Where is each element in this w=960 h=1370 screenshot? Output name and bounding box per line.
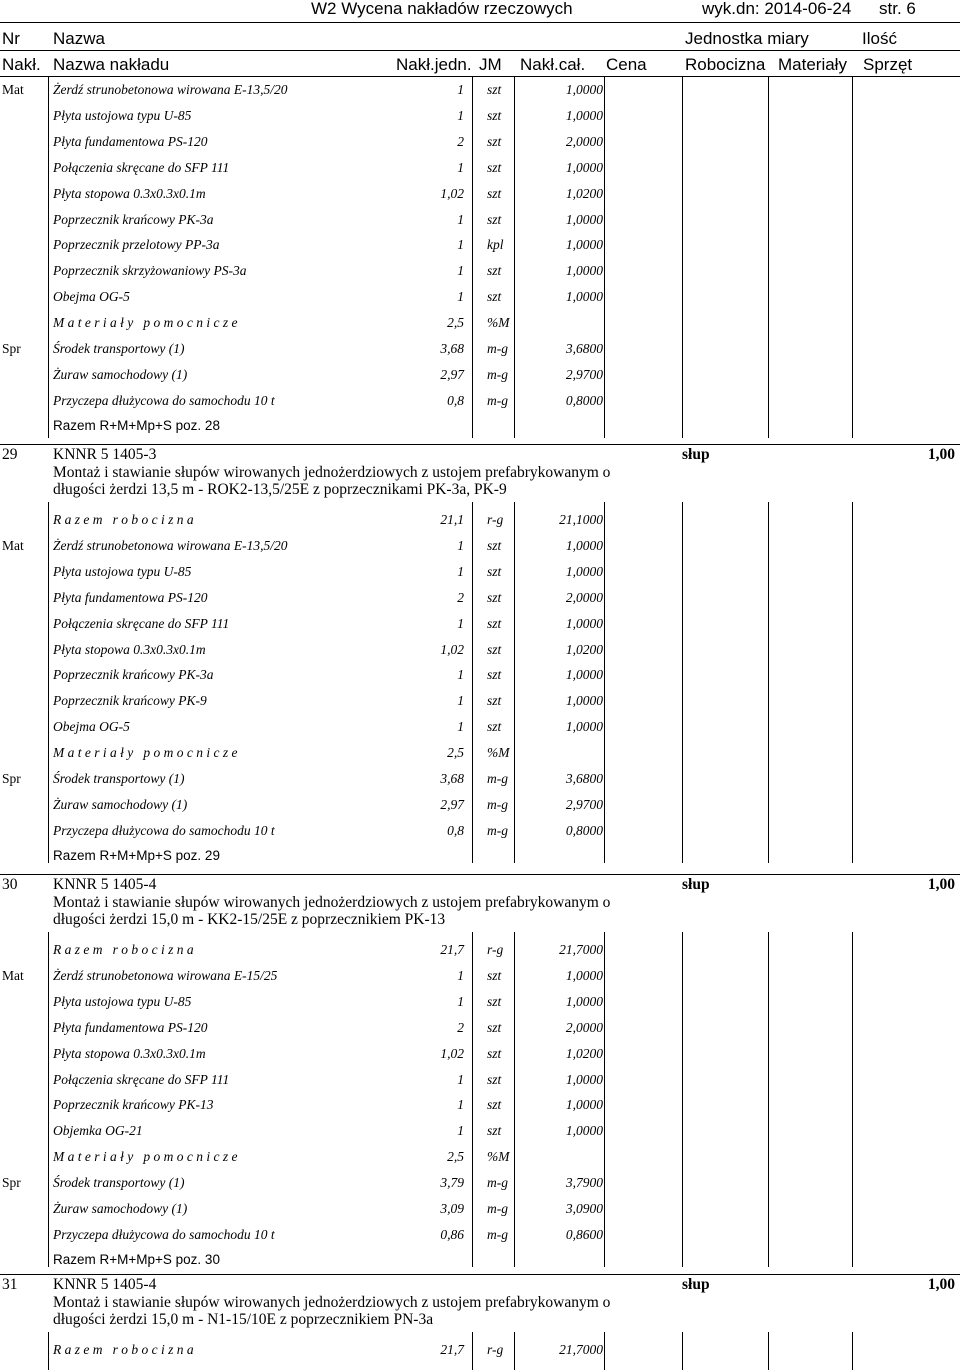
position-description-line2: długości żerdzi 13,5 m - ROK2-13,5/25E z poprzecznikami PK-3a, PK-9 (53, 481, 507, 498)
unit-of-measure: szt (487, 263, 502, 279)
position-number: 31 (2, 1276, 18, 1293)
column-rule (768, 77, 769, 438)
position-unit: słup (682, 446, 710, 463)
total-quantity: 3,6800 (565, 771, 603, 786)
unit-of-measure: szt (487, 1123, 502, 1139)
total-quantity: 1,0000 (565, 615, 603, 631)
column-rule (514, 502, 515, 863)
unit-quantity: 1 (457, 693, 464, 709)
resource-name: Płyta ustojowa typu U-85 (53, 993, 192, 1009)
column-rule (682, 1332, 683, 1370)
column-rule (472, 1332, 473, 1370)
unit-quantity: 2,5 (447, 315, 464, 331)
unit-quantity: 1 (457, 211, 464, 227)
unit-of-measure: szt (487, 107, 502, 123)
column-rule (852, 1332, 853, 1370)
col-materialy: Materiały (778, 55, 847, 74)
position-unit: słup (682, 1276, 710, 1293)
unit-of-measure: szt (487, 185, 502, 201)
position-number: 30 (2, 876, 18, 893)
resource-name: Płyta ustojowa typu U-85 (53, 563, 192, 579)
column-rule (514, 1332, 515, 1370)
unit-of-measure: szt (487, 289, 502, 305)
unit-of-measure: r-g (487, 512, 504, 527)
unit-of-measure: szt (487, 82, 502, 97)
total-quantity: 1,0000 (565, 159, 603, 175)
resource-name: Poprzecznik skrzyżowaniowy PS-3a (53, 263, 247, 279)
total-quantity: 2,9700 (565, 796, 603, 812)
resource-name: Poprzecznik przelotowy PP-3a (53, 237, 220, 253)
column-rule (852, 502, 853, 863)
col-nazwa: Nazwa (53, 29, 105, 48)
total-quantity: 1,0200 (565, 641, 603, 657)
position-code: KNNR 5 1405-4 (53, 1276, 157, 1293)
resource-name: Obejma OG-5 (53, 719, 130, 735)
unit-quantity: 1 (457, 237, 464, 253)
column-rule (472, 502, 473, 863)
unit-of-measure: m-g (487, 1175, 508, 1191)
unit-quantity: 2 (457, 1019, 464, 1035)
total-quantity: 1,0000 (565, 1123, 603, 1139)
unit-of-measure: szt (487, 1071, 502, 1087)
total-quantity: 3,6800 (565, 341, 603, 356)
resource-name: Poprzecznik krańcowy PK-3a (53, 667, 214, 683)
unit-of-measure: szt (487, 719, 502, 735)
total-quantity: 1,0000 (565, 667, 603, 683)
auxiliary-materials-label: M a t e r i a ł y p o m o c n i c z e (53, 1149, 238, 1165)
unit-quantity: 1 (457, 159, 464, 175)
column-rule (604, 502, 605, 863)
total-quantity: 2,0000 (565, 589, 603, 605)
total-quantity: 2,0000 (565, 1019, 603, 1035)
total-quantity: 0,8600 (565, 1226, 603, 1242)
unit-of-measure: szt (487, 667, 502, 683)
position-description-line1: Montaż i stawianie słupów wirowanych jednożerdziowych z ustojem prefabrykowanym o (53, 1294, 611, 1311)
column-rule (604, 932, 605, 1267)
resource-name: Żuraw samochodowy (1) (53, 1201, 188, 1216)
column-rule (682, 932, 683, 1267)
resource-name: R a z e m r o b o c i z n a (53, 1342, 194, 1357)
unit-quantity: 1 (457, 1097, 464, 1113)
col-sprzet: Sprzęt (863, 55, 913, 74)
col-nr: Nr (2, 29, 20, 48)
total-quantity: 1,0000 (565, 237, 603, 253)
unit-quantity: 21,7 (440, 1342, 464, 1357)
col-nakl-cal: Nakł.cał. (520, 55, 586, 74)
row-rule (0, 444, 960, 445)
page-number: str. 6 (879, 0, 916, 18)
resource-category: Spr (2, 771, 21, 786)
total-quantity: 1,0000 (565, 1071, 603, 1087)
unit-quantity: 2,97 (440, 366, 464, 382)
header-rule-mid (0, 50, 960, 51)
unit-quantity: 2 (457, 133, 464, 149)
resource-name: Środek transportowy (1) (53, 1175, 185, 1191)
unit-quantity: 1,02 (440, 185, 464, 201)
col-nakl: Nakł. (2, 55, 41, 74)
unit-of-measure: m-g (487, 1201, 508, 1216)
total-quantity: 1,0000 (565, 82, 603, 97)
total-quantity: 21,7000 (559, 942, 603, 957)
column-rule (852, 932, 853, 1267)
unit-quantity: 1 (457, 1123, 464, 1139)
position-description-line1: Montaż i stawianie słupów wirowanych jednożerdziowych z ustojem prefabrykowanym o (53, 894, 611, 911)
resource-name: Przyczepa dłużycowa do samochodu 10 t (53, 392, 275, 408)
resource-name: Płyta stopowa 0.3x0.3x0.1m (53, 185, 206, 201)
resource-name: Płyta stopowa 0.3x0.3x0.1m (53, 641, 206, 657)
col-robocizna: Robocizna (685, 55, 766, 74)
position-description-line1: Montaż i stawianie słupów wirowanych jednożerdziowych z ustojem prefabrykowanym o (53, 464, 611, 481)
unit-quantity: 3,68 (440, 341, 464, 356)
resource-category: Spr (2, 341, 21, 356)
resource-name: Połączenia skręcane do SFP 111 (53, 1071, 230, 1087)
total-quantity: 1,0000 (565, 289, 603, 305)
auxiliary-materials-label: M a t e r i a ł y p o m o c n i c z e (53, 315, 238, 331)
unit-of-measure: szt (487, 159, 502, 175)
position-total-label: Razem R+M+Mp+S poz. 28 (53, 417, 220, 433)
column-rule (852, 77, 853, 438)
position-total-label: Razem R+M+Mp+S poz. 29 (53, 847, 220, 863)
resource-name: Płyta stopowa 0.3x0.3x0.1m (53, 1045, 206, 1061)
col-ilosc: Ilość (862, 29, 897, 48)
unit-of-measure: m-g (487, 822, 508, 838)
unit-quantity: 3,09 (440, 1201, 464, 1216)
unit-of-measure: szt (487, 993, 502, 1009)
unit-of-measure: %M (487, 1149, 510, 1165)
column-rule (48, 502, 49, 863)
unit-of-measure: szt (487, 967, 502, 983)
resource-category: Mat (2, 537, 24, 553)
unit-of-measure: szt (487, 1097, 502, 1113)
resource-category: Mat (2, 967, 24, 983)
header-rule-top (0, 22, 960, 23)
position-quantity: 1,00 (927, 1276, 955, 1293)
unit-of-measure: r-g (487, 1342, 504, 1357)
resource-category: Mat (2, 82, 24, 97)
unit-quantity: 1 (457, 967, 464, 983)
unit-of-measure: szt (487, 589, 502, 605)
auxiliary-materials-label: M a t e r i a ł y p o m o c n i c z e (53, 745, 238, 761)
column-rule (48, 932, 49, 1267)
total-quantity: 1,0000 (565, 107, 603, 123)
resource-name: Środek transportowy (1) (53, 771, 185, 786)
resource-name: Obejma OG-5 (53, 289, 130, 305)
total-quantity: 3,7900 (565, 1175, 603, 1191)
resource-name: Płyta ustojowa typu U-85 (53, 107, 192, 123)
total-quantity: 1,0200 (565, 1045, 603, 1061)
col-cena: Cena (606, 55, 647, 74)
total-quantity: 2,9700 (565, 366, 603, 382)
unit-quantity: 1,02 (440, 641, 464, 657)
unit-quantity: 1 (457, 667, 464, 683)
col-nakl-jedn: Nakł.jedn. (396, 55, 472, 74)
resource-name: Płyta fundamentowa PS-120 (53, 589, 208, 605)
position-code: KNNR 5 1405-3 (53, 446, 157, 463)
total-quantity: 1,0000 (565, 563, 603, 579)
total-quantity: 1,0000 (565, 211, 603, 227)
unit-quantity: 21,7 (440, 942, 464, 957)
column-rule (604, 1332, 605, 1370)
unit-of-measure: szt (487, 563, 502, 579)
position-number: 29 (2, 446, 18, 463)
resource-name: Żerdź strunobetonowa wirowana E-13,5/20 (53, 82, 288, 97)
resource-name: Żuraw samochodowy (1) (53, 796, 188, 812)
column-rule (768, 932, 769, 1267)
total-quantity: 1,0000 (565, 1097, 603, 1113)
resource-category: Spr (2, 1175, 21, 1191)
resource-name: Poprzecznik krańcowy PK-3a (53, 211, 214, 227)
total-quantity: 1,0000 (565, 263, 603, 279)
position-description-line2: długości żerdzi 15,0 m - KK2-15/25E z poprzecznikiem PK-13 (53, 911, 446, 928)
col-nazwa-nakladu: Nazwa nakładu (53, 55, 170, 74)
resource-name: Środek transportowy (1) (53, 341, 185, 356)
total-quantity: 0,8000 (565, 392, 603, 408)
total-quantity: 2,0000 (565, 133, 603, 149)
unit-of-measure: %M (487, 745, 510, 761)
row-rule (0, 1274, 960, 1275)
unit-of-measure: szt (487, 537, 502, 553)
column-rule (682, 502, 683, 863)
unit-of-measure: szt (487, 693, 502, 709)
unit-quantity: 0,8 (447, 392, 464, 408)
unit-quantity: 1 (457, 719, 464, 735)
unit-of-measure: m-g (487, 771, 508, 786)
unit-quantity: 1 (457, 82, 464, 97)
resource-name: Objemka OG-21 (53, 1123, 143, 1139)
unit-quantity: 1 (457, 289, 464, 305)
column-rule (768, 1332, 769, 1370)
total-quantity: 21,1000 (559, 512, 603, 527)
unit-quantity: 1,02 (440, 1045, 464, 1061)
resource-name: Płyta fundamentowa PS-120 (53, 133, 208, 149)
column-rule (472, 932, 473, 1267)
resource-name: Poprzecznik krańcowy PK-9 (53, 693, 207, 709)
resource-name: Przyczepa dłużycowa do samochodu 10 t (53, 822, 275, 838)
total-quantity: 1,0200 (565, 185, 603, 201)
unit-quantity: 2,97 (440, 796, 464, 812)
unit-quantity: 2 (457, 589, 464, 605)
unit-of-measure: m-g (487, 1226, 508, 1242)
unit-quantity: 3,68 (440, 771, 464, 786)
resource-name: R a z e m r o b o c i z n a (53, 512, 194, 527)
unit-of-measure: szt (487, 1019, 502, 1035)
column-rule (48, 77, 49, 438)
resource-name: Połączenia skręcane do SFP 111 (53, 615, 230, 631)
report-date: wyk.dn: 2014-06-24 (702, 0, 852, 18)
position-quantity: 1,00 (927, 876, 955, 893)
column-rule (768, 502, 769, 863)
total-quantity: 1,0000 (565, 993, 603, 1009)
total-quantity: 21,7000 (559, 1342, 603, 1357)
total-quantity: 1,0000 (565, 719, 603, 735)
unit-of-measure: %M (487, 315, 510, 331)
column-rule (604, 77, 605, 438)
unit-quantity: 1 (457, 107, 464, 123)
column-rule (514, 77, 515, 438)
column-rule (514, 932, 515, 1267)
resource-name: Płyta fundamentowa PS-120 (53, 1019, 208, 1035)
col-jm: JM (479, 55, 502, 74)
col-jednostka: Jednostka miary (685, 29, 809, 48)
resource-name: Poprzecznik krańcowy PK-13 (53, 1097, 214, 1113)
unit-quantity: 2,5 (447, 1149, 464, 1165)
total-quantity: 1,0000 (565, 537, 603, 553)
unit-quantity: 2,5 (447, 745, 464, 761)
position-total-label: Razem R+M+Mp+S poz. 30 (53, 1251, 220, 1267)
position-description-line2: długości żerdzi 15,0 m - N1-15/10E z poprzecznikiem PN-3a (53, 1311, 434, 1328)
unit-of-measure: kpl (487, 237, 504, 253)
unit-of-measure: szt (487, 1045, 502, 1061)
unit-quantity: 1 (457, 615, 464, 631)
resource-name: Żerdź strunobetonowa wirowana E-15/25 (53, 967, 278, 983)
total-quantity: 0,8000 (565, 822, 603, 838)
unit-quantity: 1 (457, 563, 464, 579)
unit-quantity: 1 (457, 537, 464, 553)
position-unit: słup (682, 876, 710, 893)
position-quantity: 1,00 (927, 446, 955, 463)
total-quantity: 3,0900 (565, 1201, 603, 1216)
unit-of-measure: m-g (487, 796, 508, 812)
resource-name: Przyczepa dłużycowa do samochodu 10 t (53, 1226, 275, 1242)
unit-quantity: 21,1 (440, 512, 464, 527)
header-rule-bottom (0, 76, 960, 77)
column-rule (682, 77, 683, 438)
column-rule (472, 77, 473, 438)
position-code: KNNR 5 1405-4 (53, 876, 157, 893)
unit-of-measure: r-g (487, 942, 504, 957)
resource-name: Żerdź strunobetonowa wirowana E-13,5/20 (53, 537, 288, 553)
unit-of-measure: szt (487, 133, 502, 149)
column-rule (48, 1332, 49, 1370)
unit-quantity: 0,86 (440, 1226, 464, 1242)
resource-name: Połączenia skręcane do SFP 111 (53, 159, 230, 175)
report-title: W2 Wycena nakładów rzeczowych (311, 0, 573, 18)
unit-quantity: 1 (457, 1071, 464, 1087)
total-quantity: 1,0000 (565, 967, 603, 983)
unit-of-measure: m-g (487, 392, 508, 408)
unit-of-measure: m-g (487, 341, 508, 356)
total-quantity: 1,0000 (565, 693, 603, 709)
unit-of-measure: m-g (487, 366, 508, 382)
unit-quantity: 3,79 (440, 1175, 464, 1191)
unit-quantity: 1 (457, 993, 464, 1009)
resource-name: Żuraw samochodowy (1) (53, 366, 188, 382)
resource-name: R a z e m r o b o c i z n a (53, 942, 194, 957)
row-rule (0, 874, 960, 875)
unit-of-measure: szt (487, 211, 502, 227)
unit-of-measure: szt (487, 615, 502, 631)
unit-of-measure: szt (487, 641, 502, 657)
unit-quantity: 1 (457, 263, 464, 279)
unit-quantity: 0,8 (447, 822, 464, 838)
